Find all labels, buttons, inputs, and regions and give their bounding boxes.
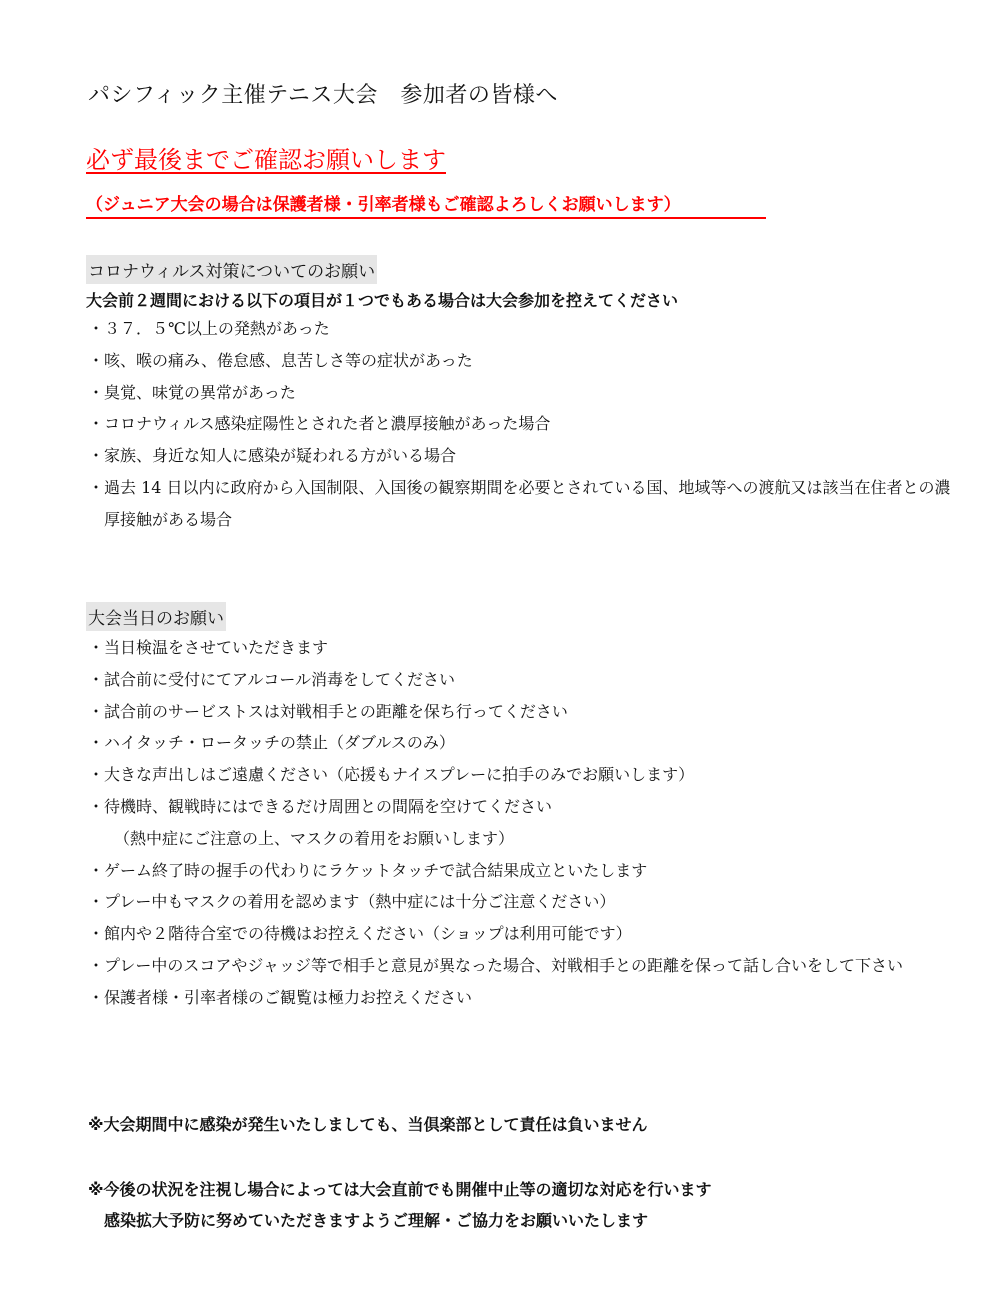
list-item: ・試合前に受付にてアルコール消毒をしてください	[88, 669, 456, 689]
list-item: ・コロナウィルス感染症陽性とされた者と濃厚接触があった場合	[88, 414, 551, 434]
liability-note: ※大会期間中に感染が発生いたしましても、当倶楽部として責任は負いません	[88, 1115, 648, 1134]
day-section-heading: 大会当日のお願い	[86, 602, 226, 631]
cooperation-note: 感染拡大予防に努めていただきますようご理解・ご協力をお願いいたします	[104, 1211, 649, 1230]
list-item: ・過去 14 日以内に政府から入国制限、入国後の観察期間を必要とされている国、地域等への渡航又は該当在住者との濃厚接触がある場合	[88, 477, 951, 529]
corona-section-heading: コロナウィルス対策についてのお願い	[86, 255, 377, 284]
list-item: ・大きな声出しはご遠慮ください（応援もナイスプレーに拍手のみでお願いします）	[88, 765, 695, 785]
list-item: ・３７．５℃以上の発熱があった	[88, 319, 330, 338]
corona-section-lead: 大会前２週間における以下の項目が１つでもある場合は大会参加を控えてください	[86, 291, 679, 310]
corona-checklist	[88, 313, 964, 536]
list-item: ・待機時、観戦時にはできるだけ周囲との間隔を空けてください	[88, 796, 553, 816]
list-item: ・保護者様・引率者様のご観覧は極力お控えください	[88, 987, 473, 1007]
list-item: ・咳、喉の痛み、倦怠感、息苦しさ等の症状があった	[88, 350, 473, 370]
cancellation-note: ※今後の状況を注視し場合によっては大会直前でも開催中止等の適切な対応を行います	[88, 1180, 712, 1199]
day-checklist	[88, 632, 964, 1014]
page-title: パシフィック主催テニス大会 参加者の皆様へ	[88, 83, 558, 108]
list-item: ・臭覚、味覚の異常があった	[88, 382, 296, 402]
list-item: ・試合前のサービストスは対戦相手との距離を保ち行ってください	[88, 701, 568, 721]
list-item: ・当日検温をさせていただきます	[88, 638, 329, 657]
list-item: ・ゲーム終了時の握手の代わりにラケットタッチで試合結果成立といたします	[88, 860, 648, 880]
important-notice: 必ず最後までご確認お願いします	[86, 146, 446, 174]
list-item: （熱中症にご注意の上、マスクの着用をお願いします）	[114, 828, 515, 848]
list-item: ・家族、身近な知人に感染が疑われる方がいる場合	[88, 446, 457, 466]
list-item: ・ハイタッチ・ロータッチの禁止（ダブルスのみ）	[88, 733, 455, 753]
list-item: ・プレー中もマスクの着用を認めます（熱中症には十分ご注意ください）	[88, 892, 616, 912]
list-item: ・館内や２階待合室での待機はお控えください（ショップは利用可能です）	[88, 924, 632, 944]
junior-notice: （ジュニア大会の場合は保護者様・引率者様もご確認よろしくお願いします）	[86, 190, 766, 219]
list-item: ・プレー中のスコアやジャッジ等で相手と意見が異なった場合、対戦相手との距離を保って話し合いをして下さい	[88, 955, 904, 975]
